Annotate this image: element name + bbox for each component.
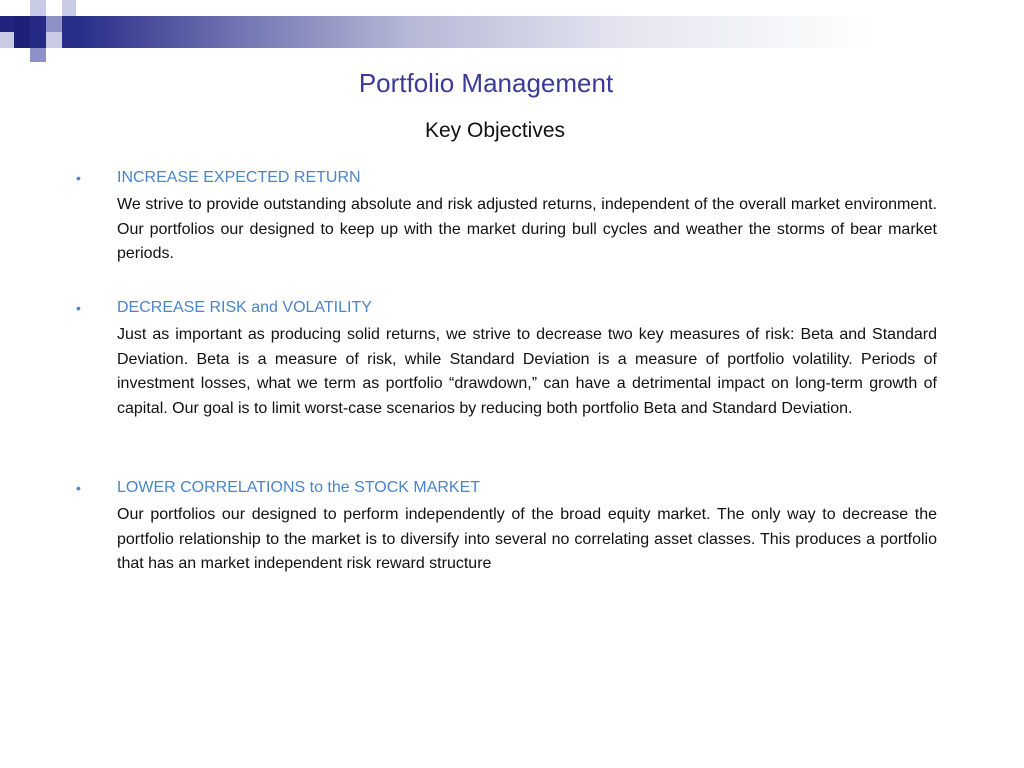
objective-section — [76, 477, 937, 577]
objective-section — [76, 167, 937, 267]
objective-heading-row — [76, 297, 937, 319]
header-square-decoration — [46, 16, 62, 32]
bullet-icon: • — [76, 170, 81, 186]
header-square-decoration — [0, 32, 14, 48]
header-square-decoration — [30, 0, 46, 16]
header-square-decoration — [62, 0, 76, 16]
header-square-decoration — [46, 32, 62, 48]
header-square-decoration — [14, 16, 30, 32]
bullet-icon: • — [76, 480, 81, 496]
objective-heading-row — [76, 167, 937, 189]
slide-title: Portfolio Management — [358, 68, 614, 98]
objective-heading: LOWER CORRELATIONS to the STOCK MARKET — [117, 479, 481, 496]
objective-heading: DECREASE RISK and VOLATILITY — [117, 299, 372, 316]
objective-section — [76, 297, 937, 421]
header-gradient-band — [0, 16, 1024, 48]
objective-body: Just as important as producing solid returns, we strive to decrease two key measures of risk: Beta and Standard Deviation. Beta is a measure of risk, while Standard Deviation is a measure of portfolio volatility. Periods of investment losses, what we term as portfolio “drawdown,” can have a detrimental impact on long-term growth of capital. Our goal is to limit worst-case scenarios by reducing both portfolio Beta and Standard Deviation. — [117, 326, 937, 417]
header-square-decoration — [14, 32, 30, 48]
objective-heading: INCREASE EXPECTED RETURN — [117, 169, 361, 186]
header-square-decoration — [30, 48, 46, 62]
objective-heading-row — [76, 477, 937, 499]
bullet-icon: • — [76, 300, 81, 316]
slide-subtitle: Key Objectives — [424, 119, 566, 142]
objective-body: Our portfolios our designed to perform independently of the broad equity market. The only way to decrease the portfolio relationship to the market is to diversify into several no correlating asset classes. This produces a portfolio that has an market independent risk reward structure — [117, 506, 937, 572]
objective-body: We strive to provide outstanding absolute and risk adjusted returns, independent of the overall market environment. Our portfolios our designed to keep up with the market during bull cycles and weather the storms of bear market periods. — [117, 196, 937, 262]
